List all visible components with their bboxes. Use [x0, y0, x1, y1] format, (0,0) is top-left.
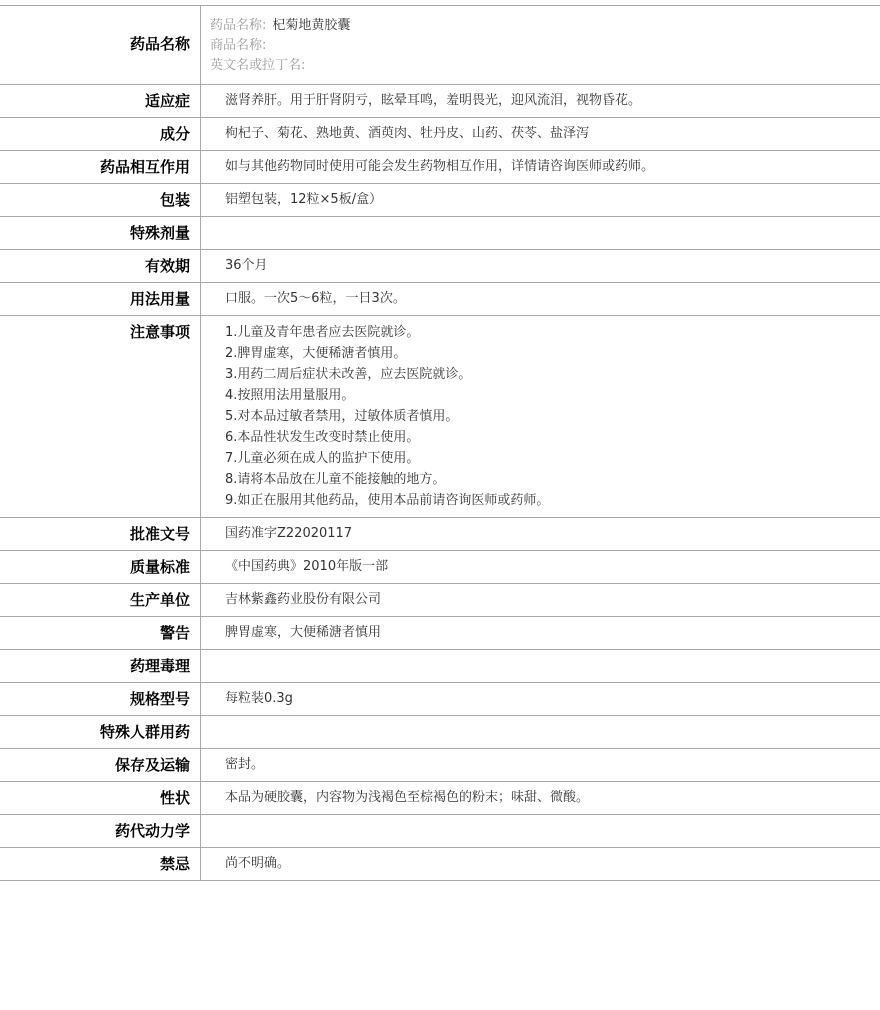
description-label: 性状: [0, 782, 201, 815]
precaution-item: 3.用药二周后症状未改善，应去医院就诊。: [225, 367, 472, 382]
approval-number-label: 批准文号: [0, 518, 201, 551]
row-approval-number: [0, 518, 880, 551]
precautions-list: [201, 316, 880, 518]
precautions-label: 注意事项: [0, 316, 201, 518]
storage-value: 密封。: [225, 757, 265, 772]
row-usage: [0, 283, 880, 316]
row-interactions: [0, 151, 880, 184]
precaution-item: 6.本品性状发生改变时禁止使用。: [225, 430, 420, 445]
drug-name-label: 药品名称: [0, 6, 201, 85]
row-packaging: [0, 184, 880, 217]
warning-label: 警告: [0, 617, 201, 650]
specification-value: 每粒装0.3g: [225, 691, 293, 706]
row-precautions: [0, 316, 880, 518]
row-special-dosage: [0, 217, 880, 250]
warning-value: 脾胃虚寒，大便稀溏者慎用: [225, 625, 382, 640]
row-warning: [0, 617, 880, 650]
row-drug-name: [0, 6, 880, 85]
storage-label: 保存及运输: [0, 749, 201, 782]
special-populations-value: [201, 716, 880, 749]
usage-label: 用法用量: [0, 283, 201, 316]
pharmacokinetics-label: 药代动力学: [0, 815, 201, 848]
generic-name-label: 药品名称:: [210, 18, 267, 33]
row-manufacturer: [0, 584, 880, 617]
precaution-item: 8.请将本品放在儿童不能接触的地方。: [225, 472, 446, 487]
row-quality-standard: [0, 551, 880, 584]
precaution-item: 7.儿童必须在成人的监护下使用。: [225, 451, 420, 466]
row-storage: [0, 749, 880, 782]
english-name-line: [210, 56, 880, 76]
generic-name-value: 杞菊地黄胶囊: [272, 18, 351, 33]
indications-value: 滋肾养肝。用于肝肾阴亏，眩晕耳鸣，羞明畏光，迎风流泪，视物昏花。: [225, 93, 642, 108]
approval-number-value: 国药准字Z22020117: [225, 526, 353, 541]
precaution-item: 5.对本品过敏者禁用，过敏体质者慎用。: [225, 409, 459, 424]
ingredients-label: 成分: [0, 118, 201, 151]
pharmacology-value: [201, 650, 880, 683]
quality-standard-value: 《中国药典》2010年版一部: [225, 559, 389, 574]
shelf-life-value: 36个月: [225, 258, 268, 273]
packaging-value: 铝塑包装，12粒×5板/盒）: [225, 192, 383, 207]
row-indications: [0, 85, 880, 118]
special-dosage-value: [201, 217, 880, 250]
pharmacology-label: 药理毒理: [0, 650, 201, 683]
row-pharmacology: [0, 650, 880, 683]
precaution-item: 1.儿童及青年患者应去医院就诊。: [225, 325, 420, 340]
ingredients-value: 枸杞子、菊花、熟地黄、酒萸肉、牡丹皮、山药、茯苓、盐泽泻: [225, 126, 590, 141]
manufacturer-value: 吉林紫鑫药业股份有限公司: [225, 592, 382, 607]
specification-label: 规格型号: [0, 683, 201, 716]
row-contraindications: [0, 848, 880, 881]
special-dosage-label: 特殊剂量: [0, 217, 201, 250]
row-shelf-life: [0, 250, 880, 283]
quality-standard-label: 质量标准: [0, 551, 201, 584]
pharmacokinetics-value: [201, 815, 880, 848]
shelf-life-label: 有效期: [0, 250, 201, 283]
drug-spec-table: [0, 5, 880, 881]
drug-name-cell: [201, 6, 880, 85]
generic-name-line: [210, 16, 880, 36]
indications-label: 适应症: [0, 85, 201, 118]
packaging-label: 包装: [0, 184, 201, 217]
description-value: 本品为硬胶囊，内容物为浅褐色至棕褐色的粉末；味甜、微酸。: [225, 790, 590, 805]
precaution-item: 4.按照用法用量服用。: [225, 388, 355, 403]
english-name-label: 英文名或拉丁名:: [210, 58, 306, 73]
interactions-label: 药品相互作用: [0, 151, 201, 184]
interactions-value: 如与其他药物同时使用可能会发生药物相互作用，详情请咨询医师或药师。: [225, 159, 655, 174]
manufacturer-label: 生产单位: [0, 584, 201, 617]
precaution-item: 9.如正在服用其他药品，使用本品前请咨询医师或药师。: [225, 493, 550, 508]
row-special-populations: [0, 716, 880, 749]
contraindications-label: 禁忌: [0, 848, 201, 881]
precaution-item: 2.脾胃虚寒，大便稀溏者慎用。: [225, 346, 407, 361]
contraindications-value: 尚不明确。: [225, 856, 291, 871]
trade-name-label: 商品名称:: [210, 38, 267, 53]
row-description: [0, 782, 880, 815]
special-populations-label: 特殊人群用药: [0, 716, 201, 749]
usage-value: 口服。一次5～6粒，一日3次。: [225, 291, 406, 306]
row-pharmacokinetics: [0, 815, 880, 848]
row-ingredients: [0, 118, 880, 151]
trade-name-line: [210, 36, 880, 56]
row-specification: [0, 683, 880, 716]
